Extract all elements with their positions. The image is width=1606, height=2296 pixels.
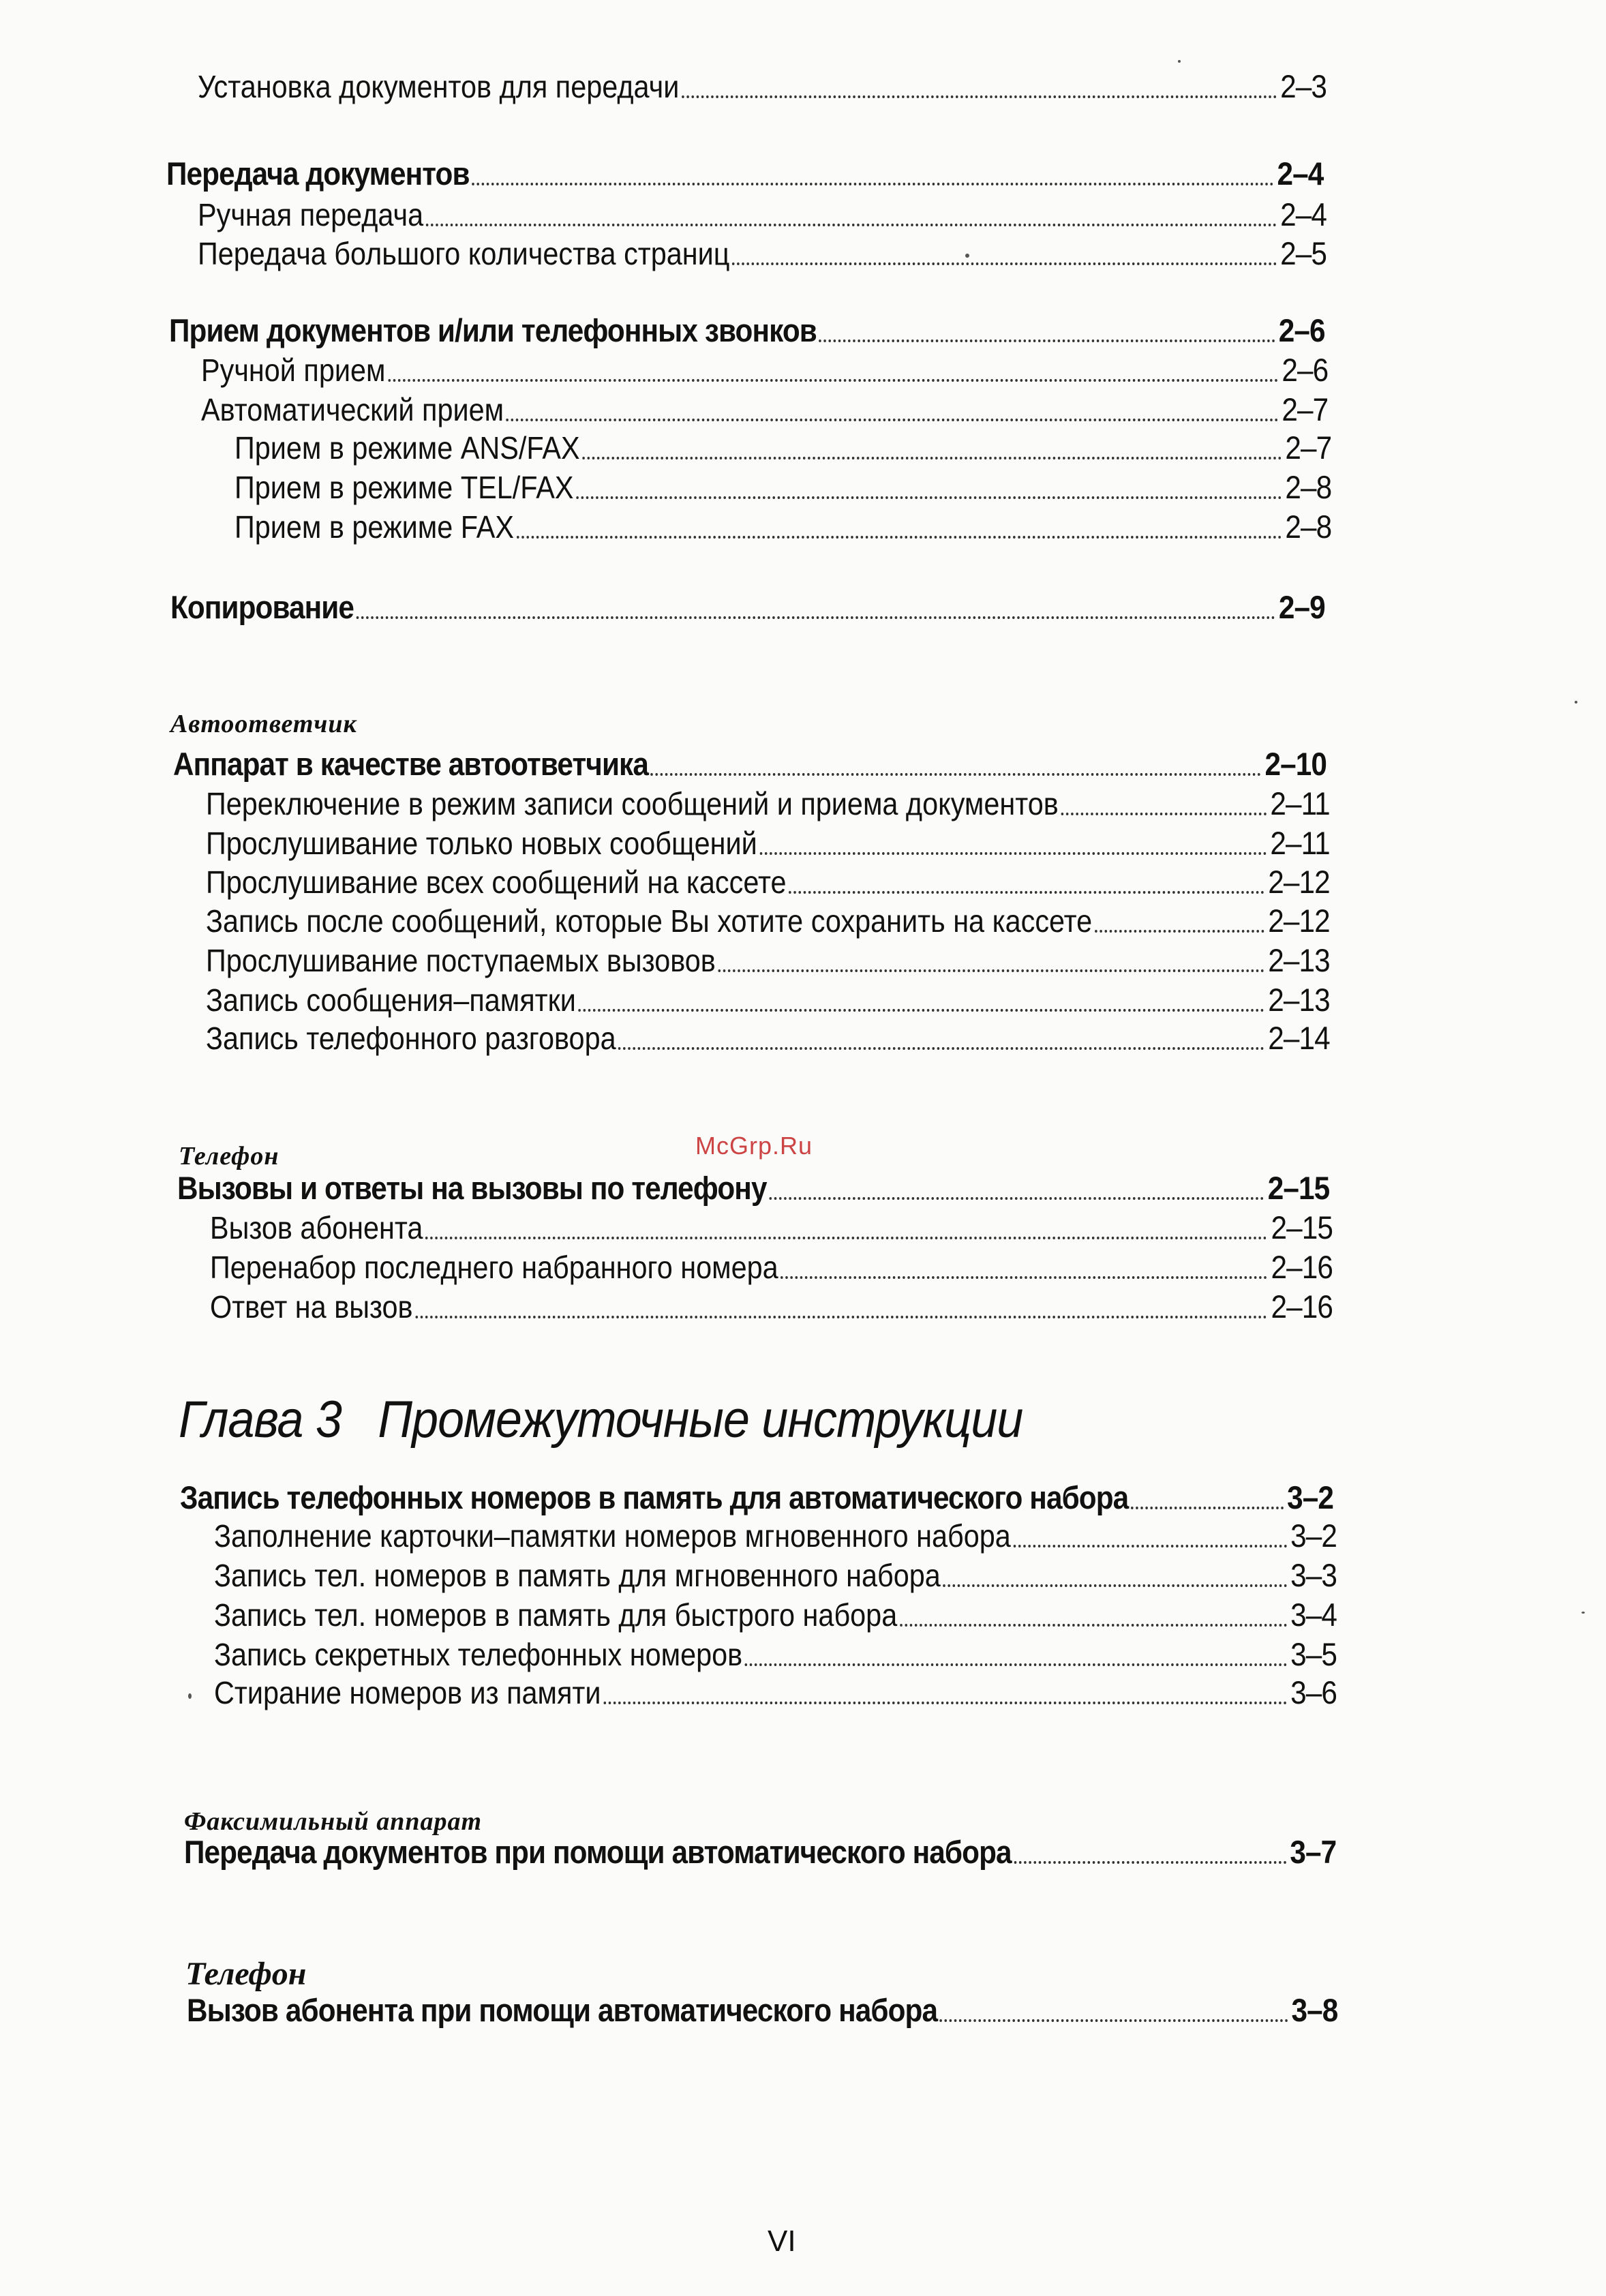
- toc-entry-title: Перенабор последнего набранного номера: [210, 1250, 778, 1285]
- toc-entry-page: 3–5: [1290, 1636, 1337, 1672]
- toc-entry: [177, 1170, 1329, 1207]
- toc-entry: [206, 785, 1330, 822]
- dot-leader: [940, 2019, 1288, 2022]
- toc-entry-title: Вызовы и ответы на вызовы по телефону: [177, 1170, 767, 1206]
- toc-entry: [169, 312, 1325, 349]
- dot-leader: [789, 891, 1264, 894]
- toc-entry: [184, 1834, 1336, 1871]
- toc-entry-title: Прием в режиме TEL/FAX: [234, 470, 574, 505]
- toc-entry-title: Ручная передача: [198, 197, 424, 232]
- toc-entry-title: Вызов абонента: [210, 1210, 423, 1245]
- toc-entry-title: Прослушивание только новых сообщений: [206, 826, 757, 861]
- toc-entry-title: Переключение в режим записи сообщений и приема документов: [206, 786, 1059, 821]
- toc-entry-page: 2–16: [1271, 1288, 1333, 1325]
- toc-entry-title: Прием в режиме ANS/FAX: [234, 430, 580, 466]
- toc-entry-page: 2–9: [1278, 589, 1325, 625]
- dot-leader: [900, 1624, 1287, 1627]
- toc-entry: [206, 1020, 1330, 1057]
- dot-leader: [415, 1316, 1267, 1318]
- dot-leader: [745, 1663, 1287, 1666]
- dot-leader: [618, 1047, 1264, 1050]
- dot-leader: [819, 339, 1275, 342]
- watermark: McGrp.Ru: [695, 1132, 813, 1160]
- dot-leader: [357, 616, 1275, 619]
- toc-entry: [214, 1597, 1337, 1633]
- toc-entry-page: 3–7: [1290, 1834, 1337, 1870]
- toc-entry-page: 3–6: [1290, 1674, 1337, 1710]
- dot-leader: [426, 224, 1277, 226]
- dot-leader: [582, 457, 1282, 459]
- toc-entry-title: Заполнение карточки–памятки номеров мгновенного набора: [214, 1518, 1011, 1554]
- toc-entry: [206, 942, 1330, 979]
- dot-leader: [769, 1197, 1264, 1200]
- toc-entry-title: Прием документов и/или телефонных звонков: [169, 312, 817, 348]
- chapter-heading: [179, 1389, 1022, 1451]
- toc-entry-page: 2–6: [1282, 352, 1329, 388]
- toc-entry: [234, 509, 1331, 545]
- toc-entry-page: 3–8: [1291, 1992, 1338, 2028]
- toc-entry-page: 2–12: [1268, 864, 1330, 900]
- toc-entry-page: 2–3: [1280, 68, 1327, 104]
- toc-entry-title: Запись телефонных номеров в память для автоматического набора: [180, 1479, 1129, 1515]
- toc-entry-title: Передача документов при помощи автоматического набора: [184, 1834, 1012, 1870]
- toc-entry-page: 2–15: [1267, 1170, 1330, 1206]
- toc-entry-title: Прослушивание всех сообщений на кассете: [206, 864, 787, 900]
- toc-entry: [180, 1479, 1333, 1516]
- toc-entry: [210, 1288, 1333, 1325]
- dot-leader: [759, 852, 1267, 855]
- toc-entry-page: 2–7: [1282, 391, 1329, 427]
- page-number: VI: [768, 2224, 796, 2258]
- dot-leader: [718, 969, 1264, 972]
- toc-entry: [198, 235, 1327, 272]
- toc-entry-page: 2–6: [1278, 312, 1325, 348]
- scan-speck: [965, 254, 969, 258]
- toc-entry-title: Запись тел. номеров в память для мгновенного набора: [214, 1558, 941, 1593]
- toc-entry-title: Запись после сообщений, которые Вы хотите сохранить на кассете: [206, 903, 1093, 939]
- toc-entry-page: 2–10: [1264, 746, 1327, 782]
- toc-entry: [234, 469, 1331, 506]
- toc-entry-page: 3–2: [1287, 1479, 1333, 1515]
- toc-entry: [206, 982, 1330, 1018]
- toc-entry-page: 2–12: [1268, 903, 1330, 939]
- dot-leader: [517, 536, 1282, 539]
- toc-entry-page: 2–8: [1285, 469, 1332, 505]
- toc-entry: [234, 429, 1331, 466]
- toc-entry-title: Запись тел. номеров в память для быстрого набора: [214, 1597, 898, 1633]
- dot-leader: [1131, 1507, 1284, 1509]
- dot-leader: [1095, 930, 1264, 933]
- toc-entry-title: Передача документов: [166, 155, 470, 192]
- toc-entry: [201, 352, 1328, 389]
- toc-entry-page: 2–11: [1270, 785, 1330, 821]
- toc-entry: [198, 196, 1327, 233]
- dot-leader: [603, 1702, 1287, 1704]
- dot-leader: [576, 496, 1282, 499]
- toc-entry-page: 2–5: [1280, 235, 1327, 271]
- section-label-phone-2: Телефон: [185, 1956, 307, 1992]
- toc-entry-page: 2–13: [1268, 982, 1330, 1018]
- toc-entry-title: Запись сообщения–памятки: [206, 982, 576, 1018]
- toc-entry: [214, 1674, 1337, 1711]
- toc-entry-page: 3–4: [1290, 1597, 1337, 1633]
- scan-speck: [188, 1693, 192, 1699]
- toc-entry-title: Аппарат в качестве автоответчика: [173, 746, 648, 782]
- toc-entry-title: Ответ на вызов: [210, 1289, 413, 1325]
- toc-entry-page: 2–14: [1268, 1020, 1330, 1056]
- toc-entry-page: 2–4: [1280, 196, 1327, 232]
- toc-entry: [170, 589, 1325, 626]
- toc-entry-title: Вызов абонента при помощи автоматического набора: [187, 1992, 938, 2028]
- toc-entry: [210, 1249, 1333, 1286]
- toc-entry: [206, 864, 1330, 901]
- toc-entry-page: 2–15: [1271, 1209, 1333, 1245]
- dot-leader: [425, 1237, 1267, 1239]
- section-label-fax: Факсимильный аппарат: [184, 1807, 483, 1836]
- toc-entry: [214, 1557, 1337, 1594]
- toc-entry-page: 2–13: [1268, 942, 1330, 978]
- dot-leader: [651, 773, 1262, 776]
- toc-entry-title: Стирание номеров из памяти: [214, 1675, 601, 1710]
- toc-entry-page: 2–8: [1285, 509, 1332, 545]
- toc-entry-title: Прослушивание поступаемых вызовов: [206, 943, 716, 978]
- toc-entry: [210, 1209, 1333, 1246]
- dot-leader: [472, 183, 1273, 185]
- toc-entry: [214, 1517, 1337, 1554]
- toc-entry: [187, 1992, 1337, 2029]
- dot-leader: [506, 419, 1278, 421]
- toc-entry: [206, 825, 1330, 862]
- section-label-phone: Телефон: [179, 1142, 279, 1170]
- toc-entry-title: Передача большого количества страниц: [198, 236, 730, 271]
- toc-entry-page: 2–4: [1277, 155, 1324, 192]
- toc-entry-page: 2–7: [1285, 429, 1332, 466]
- toc-entry-title: Автоматический прием: [201, 392, 504, 427]
- toc-entry-page: 2–16: [1271, 1249, 1333, 1285]
- scan-speck: [1581, 1612, 1585, 1614]
- toc-entry: [198, 68, 1327, 105]
- toc-entry: [166, 155, 1323, 192]
- toc-entry-title: Запись секретных телефонных номеров: [214, 1637, 743, 1672]
- toc-entry-page: 3–2: [1290, 1517, 1337, 1554]
- section-label-answering: Автоответчик: [170, 710, 357, 738]
- scan-speck: [1178, 60, 1181, 63]
- chapter-title: Промежуточные инструкции: [378, 1391, 1023, 1449]
- toc-entry: [173, 746, 1327, 783]
- toc-entry-title: Прием в режиме FAX: [234, 509, 515, 545]
- dot-leader: [1013, 1545, 1286, 1547]
- scan-speck: [1575, 701, 1577, 704]
- dot-leader: [1061, 813, 1267, 815]
- toc-entry: [201, 391, 1328, 428]
- dot-leader: [943, 1584, 1286, 1587]
- toc-entry-page: 2–11: [1270, 825, 1330, 861]
- dot-leader: [578, 1009, 1264, 1012]
- toc-entry-title: Копирование: [170, 589, 354, 625]
- toc-entry-title: Ручной прием: [201, 352, 386, 388]
- dot-leader: [781, 1276, 1267, 1279]
- toc-entry-title: Установка документов для передачи: [198, 69, 680, 104]
- dot-leader: [682, 95, 1277, 98]
- toc-entry-title: Запись телефонного разговора: [206, 1021, 616, 1056]
- toc-entry: [214, 1636, 1337, 1673]
- chapter-number: Глава 3: [179, 1391, 342, 1449]
- toc-entry-page: 3–3: [1290, 1557, 1337, 1593]
- dot-leader: [388, 379, 1278, 382]
- dot-leader: [1014, 1861, 1286, 1864]
- toc-entry: [206, 903, 1330, 939]
- dot-leader: [732, 262, 1277, 265]
